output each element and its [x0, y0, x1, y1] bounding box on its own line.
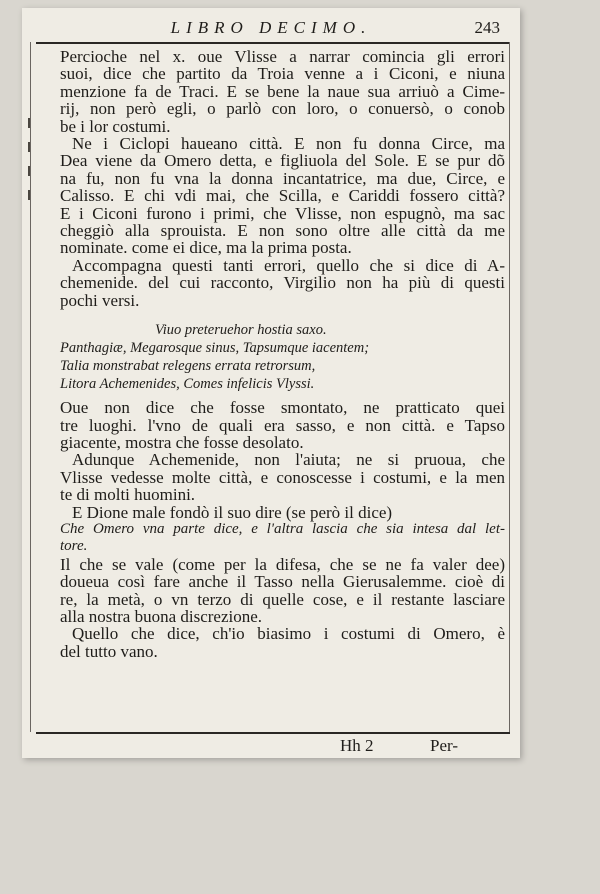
text-line: Percioche nel x. oue Vlisse a narrar comincia gli errori — [60, 47, 505, 66]
right-frame-line — [509, 42, 510, 732]
text-line: E i Ciconi furono i primi, che Vlisse, non espugnò, ma sac — [60, 203, 505, 223]
text-block — [60, 48, 505, 660]
page-number: 243 — [474, 18, 500, 37]
text-line: Adunque Achemenide, non l'aiuta; ne si pruoua, che — [72, 450, 505, 470]
text-line: be i lor costumi. — [60, 116, 171, 136]
italic-line: Che Omero vna parte dice, e l'altra lascia che sia intesa dal let- — [60, 520, 505, 537]
text-line: E Dione male fondò il suo dire (se però il dice) — [72, 502, 393, 522]
running-head: LIBRO DECIMO. — [170, 18, 372, 37]
text-line: Oue non dice che fosse smontato, ne pratticato quei — [60, 398, 505, 418]
text-line: doueua così fare anche il Tasso nella Gierusalemme. cioè di — [60, 572, 505, 592]
text-line: tre luoghi. l'vno de quali era sasso, e non città. e Tapso — [60, 415, 505, 435]
text-line: Ne i Ciclopi haueano città. E non fu donna Circe, ma — [72, 134, 505, 154]
signature-mark: Hh 2 — [340, 736, 374, 755]
text-line: Il che se vale (come per la difesa, che se ne fa valer dee) — [60, 554, 505, 574]
text-line: nominate. come ei dice, ma la prima posta. — [60, 238, 352, 258]
text-line: pochi versi. — [60, 290, 140, 310]
italic-line: tore. — [60, 538, 88, 555]
text-line: re, la metà, o vn terzo di quelle cose, e il restante lasciare — [60, 589, 505, 609]
verse-line: Litora Achemenides, Comes infelicis Vlyssi. — [60, 376, 315, 393]
text-line: giacente, mostra che fosse desolato. — [60, 432, 304, 452]
text-line: Quello che dice, ch'io biasimo i costumi di Omero, è — [72, 624, 505, 644]
text-line: rij, non però egli, o parlò con loro, o conuersò, o conob — [60, 99, 505, 119]
text-line: na fu, non fu vna la donna incantatrice, ma due, Circe, e — [60, 168, 505, 188]
text-line: del tutto vano. — [60, 641, 158, 661]
text-line: Vlisse vedesse molte città, e conoscesse i costumi, e la men — [60, 467, 505, 487]
text-line: Calisso. E chi vdi mai, che Scilla, e Cariddi fossero città? — [60, 186, 505, 206]
bleed-marks — [28, 104, 36, 224]
verse-line: Panthagiæ, Megarosque sinus, Tapsumque iacentem; — [60, 340, 370, 357]
text-line: te di molti huomini. — [60, 485, 196, 505]
text-line: chemenide. del cui racconto, Virgilio non ha più di questi — [60, 273, 505, 293]
text-line: menzione fa de Traci. E se bene la naue sua arriuò a Cime- — [60, 81, 505, 101]
text-line: cheggiò alla sprouista. E non sono oltre alle città da me — [60, 221, 505, 241]
text-line: alla nostra buona discrezione. — [60, 606, 263, 626]
verse-line: Viuo preteruehor hostia saxo. — [155, 322, 327, 339]
text-line: Accompagna questi tanti errori, quello che si dice di A- — [72, 255, 505, 275]
catchword: Per- — [430, 736, 458, 755]
text-line: suoi, dice che partito da Troia venne a i Ciconi, e niuna — [60, 64, 505, 84]
footer-rule — [36, 732, 510, 734]
text-line: Dea viene da Omero detta, e figliuola del Sole. E se pur dõ — [60, 151, 505, 171]
header-rule — [36, 42, 510, 44]
book-page — [22, 8, 520, 758]
verse-line: Talia monstrabat relegens errata retrorsum, — [60, 358, 316, 375]
